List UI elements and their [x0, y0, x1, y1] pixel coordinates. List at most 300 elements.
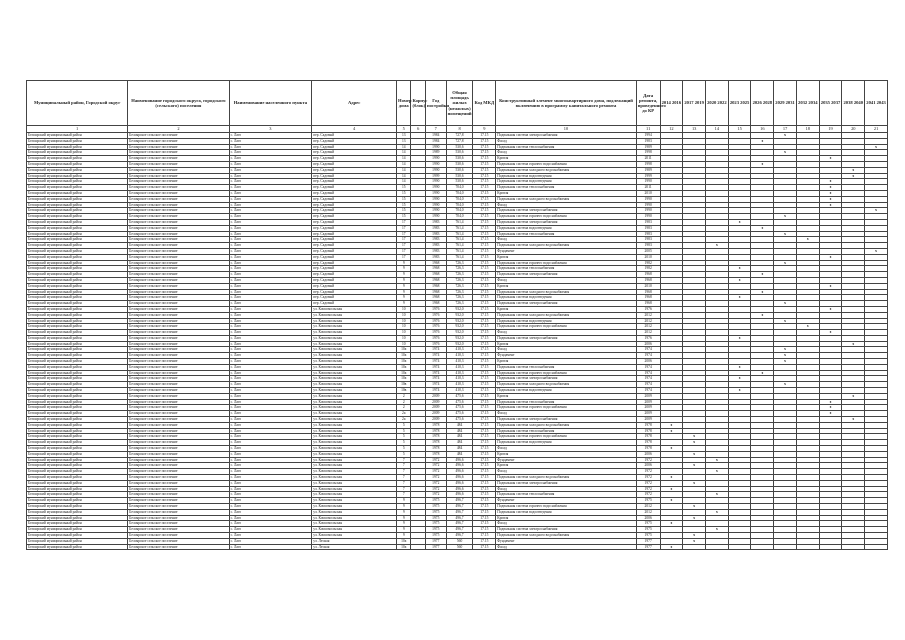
table-cell: Подвальная система теплоснабжения — [496, 231, 637, 237]
table-cell: 475,6 — [446, 393, 473, 399]
table-cell: с. Лаго — [229, 208, 312, 214]
period-mark: x — [774, 260, 797, 266]
table-cell: с. Лаго — [229, 272, 312, 278]
table-cell: 17.15 — [473, 173, 496, 179]
table-cell: Подвальная система водоотведения — [496, 173, 637, 179]
table-cell: пер. Садовый — [312, 133, 397, 139]
table-cell: с. Лаго — [229, 248, 312, 254]
table-cell: 410,3 — [446, 364, 473, 370]
table-cell: 1968 — [425, 283, 446, 289]
table-cell: Белоярский муниципальный район — [27, 237, 128, 243]
column-header: 2035 2037 — [819, 81, 842, 126]
column-header: 2032 2034 — [796, 81, 819, 126]
table-cell: Белоярское сельское поселение — [128, 185, 229, 191]
table-cell: с. Лаго — [229, 179, 312, 185]
table-cell: Белоярское сельское поселение — [128, 231, 229, 237]
table-cell: с. Лаго — [229, 144, 312, 150]
table-cell: Подвальная система электроснабжения — [496, 133, 637, 139]
period-mark: x — [774, 318, 797, 324]
table-cell: 496,7 — [446, 527, 473, 533]
table-cell: Подвальная система электроснабжения — [496, 208, 637, 214]
table-cell: 17.15 — [473, 277, 496, 283]
table-cell: ул. Комсомольская — [312, 330, 397, 336]
table-cell: 10 — [397, 335, 411, 341]
table-cell: 496,6 — [446, 486, 473, 492]
table-cell: Фасад — [496, 486, 637, 492]
table-cell: 475,6 — [446, 405, 473, 411]
table-cell: 410,3 — [446, 359, 473, 365]
table-cell: 1975 — [425, 509, 446, 515]
table-cell: 1982 — [636, 260, 660, 266]
table-cell: с. Лаго — [229, 417, 312, 423]
table-cell: Белоярский муниципальный район — [27, 144, 128, 150]
table-cell: Кровля — [496, 254, 637, 260]
period-mark: x — [683, 463, 706, 469]
period-mark: x — [819, 330, 842, 336]
table-cell: 17.15 — [473, 335, 496, 341]
table-cell: 1983 — [636, 225, 660, 231]
table-cell: Белоярское сельское поселение — [128, 451, 229, 457]
table-cell: 484 — [446, 422, 473, 428]
table-cell: Белоярский муниципальный район — [27, 434, 128, 440]
column-header: Год постройки — [425, 81, 446, 126]
table-cell: Белоярский муниципальный район — [27, 173, 128, 179]
table-cell: 1983 — [636, 219, 660, 225]
period-mark: x — [751, 138, 774, 144]
table-cell: 9 — [397, 301, 411, 307]
table-cell: Подвальная система теплоснабжения — [496, 492, 637, 498]
table-cell: 2009 — [636, 405, 660, 411]
table-cell: 17.15 — [473, 399, 496, 405]
column-header: Номер дома — [397, 81, 411, 126]
table-cell: 1972 — [636, 480, 660, 486]
table-cell: Белоярский муниципальный район — [27, 475, 128, 481]
period-mark: x — [706, 469, 729, 475]
table-cell: 2010 — [636, 254, 660, 260]
table-cell: 2 — [397, 399, 411, 405]
table-cell: пер. Садовый — [312, 237, 397, 243]
table-cell: Белоярское сельское поселение — [128, 492, 229, 498]
column-header: 2041 2043 — [865, 81, 888, 126]
table-cell: 1975 — [636, 527, 660, 533]
column-number-row — [27, 126, 888, 133]
table-cell: 1968 — [636, 289, 660, 295]
table-cell: ул. Комсомольская — [312, 324, 397, 330]
table-cell: 726,3 — [446, 283, 473, 289]
table-cell: Подвальная система горячего водоснабжения — [496, 214, 637, 220]
period-mark: x — [774, 231, 797, 237]
period-mark: x — [660, 544, 683, 550]
period-mark: x — [706, 509, 729, 515]
table-cell: 704,0 — [446, 190, 473, 196]
column-header: Код МКД — [473, 81, 496, 126]
column-number: 11 — [636, 126, 660, 133]
table-cell: 496,7 — [446, 515, 473, 521]
table-cell: ул. Комсомольская — [312, 451, 397, 457]
table-cell: Подвальная система холодного водоснабжения — [496, 422, 637, 428]
table-cell: пер. Садовый — [312, 214, 397, 220]
table-cell: 1978 — [425, 422, 446, 428]
table-cell: 1972 — [636, 457, 660, 463]
period-mark: x — [660, 475, 683, 481]
table-cell: 484 — [446, 451, 473, 457]
period-mark: x — [751, 312, 774, 318]
table-cell: 1990 — [425, 144, 446, 150]
table-cell: ул. Комсомольская — [312, 335, 397, 341]
table-cell: 1972 — [425, 463, 446, 469]
table-cell: 1978 — [425, 434, 446, 440]
table-cell: Белоярское сельское поселение — [128, 156, 229, 162]
table-cell: с. Лаго — [229, 324, 312, 330]
table-cell: 14 — [397, 167, 411, 173]
table-cell: 726,3 — [446, 277, 473, 283]
table-cell: 17.15 — [473, 324, 496, 330]
table-cell: с. Лаго — [229, 504, 312, 510]
column-number: 14 — [706, 126, 729, 133]
table-cell: Белоярское сельское поселение — [128, 219, 229, 225]
column-number: 9 — [473, 126, 496, 133]
table-cell: с. Лаго — [229, 243, 312, 249]
table-cell: 15 — [397, 208, 411, 214]
table-cell: Белоярский муниципальный район — [27, 417, 128, 423]
table-cell: Подвальная система теплоснабжения — [496, 428, 637, 434]
period-mark — [819, 544, 842, 550]
table-cell: 1978 — [636, 434, 660, 440]
table-cell: Белоярское сельское поселение — [128, 399, 229, 405]
table-cell: с. Лаго — [229, 376, 312, 382]
table-cell: с. Лаго — [229, 382, 312, 388]
table-cell: Белоярское сельское поселение — [128, 330, 229, 336]
table-cell: Белоярский муниципальный район — [27, 347, 128, 353]
table-cell: 17.15 — [473, 515, 496, 521]
period-mark: x — [728, 376, 751, 382]
table-cell: 13 — [397, 133, 411, 139]
table-cell: 1983 — [636, 243, 660, 249]
table-cell: Белоярское сельское поселение — [128, 272, 229, 278]
column-number: 7 — [425, 126, 446, 133]
table-cell: 17.15 — [473, 480, 496, 486]
period-mark: x — [774, 353, 797, 359]
table-cell: с. Лаго — [229, 138, 312, 144]
table-cell: 17.15 — [473, 295, 496, 301]
table-cell: 1976 — [425, 330, 446, 336]
table-cell: 17 — [397, 243, 411, 249]
table-cell: 1990 — [425, 167, 446, 173]
table-cell: 1976 — [636, 335, 660, 341]
table-cell: 1983 — [425, 243, 446, 249]
table-cell: Белоярское сельское поселение — [128, 150, 229, 156]
table-cell: 1990 — [636, 208, 660, 214]
table-cell: 1972 — [425, 486, 446, 492]
table-cell: ул. Комсомольская — [312, 446, 397, 452]
table-cell: 5 — [397, 422, 411, 428]
table-cell: 10а — [397, 364, 411, 370]
period-mark: x — [819, 185, 842, 191]
period-mark: x — [819, 405, 842, 411]
table-cell: Фундамент — [496, 498, 637, 504]
period-mark: x — [819, 156, 842, 162]
table-cell: Белоярский муниципальный район — [27, 353, 128, 359]
table-cell: 17.15 — [473, 185, 496, 191]
table-cell: 17.15 — [473, 179, 496, 185]
table-cell: с. Лаго — [229, 393, 312, 399]
table-cell: 17.15 — [473, 237, 496, 243]
table-cell: с. Лаго — [229, 451, 312, 457]
table-cell: 1983 — [425, 219, 446, 225]
table-cell: 1974 — [636, 353, 660, 359]
table-cell: с. Лаго — [229, 498, 312, 504]
column-number: 13 — [683, 126, 706, 133]
table-cell: Белоярское сельское поселение — [128, 312, 229, 318]
table-cell: ул. Комсомольская — [312, 382, 397, 388]
table-cell: 15 — [397, 196, 411, 202]
table-cell: пер. Садовый — [312, 167, 397, 173]
table-cell: 17.15 — [473, 498, 496, 504]
table-cell: ул. Комсомольская — [312, 504, 397, 510]
table-cell: 1984 — [425, 138, 446, 144]
table-cell: 17.15 — [473, 208, 496, 214]
table-cell: Белоярское сельское поселение — [128, 202, 229, 208]
table-cell: 484 — [446, 428, 473, 434]
table-cell: Белоярский муниципальный район — [27, 190, 128, 196]
table-cell: Подвальная система горячего водоснабжения — [496, 504, 637, 510]
table-cell: 2009 — [636, 411, 660, 417]
table-cell: 14 — [397, 144, 411, 150]
table-cell: 1975 — [425, 504, 446, 510]
table-cell: 530,6 — [446, 144, 473, 150]
table-cell: 14 — [397, 161, 411, 167]
table-cell: Белоярский муниципальный район — [27, 179, 128, 185]
table-cell: 704,0 — [446, 214, 473, 220]
table-cell: 17.15 — [473, 156, 496, 162]
table-cell: 1974 — [425, 382, 446, 388]
table-cell: Белоярское сельское поселение — [128, 538, 229, 544]
table-cell: с. Лаго — [229, 225, 312, 231]
table-cell: Подвальная система теплоснабжения — [496, 266, 637, 272]
table-cell: 17.15 — [473, 225, 496, 231]
table-cell: 496,7 — [446, 498, 473, 504]
table-cell: 475,6 — [446, 417, 473, 423]
table-cell: 9 — [397, 266, 411, 272]
period-mark: x — [751, 272, 774, 278]
column-number: 3 — [229, 126, 312, 133]
table-cell: с. Лаго — [229, 422, 312, 428]
table-cell: Белоярский муниципальный район — [27, 225, 128, 231]
table-cell: 2011 — [636, 185, 660, 191]
table-cell: с. Лаго — [229, 318, 312, 324]
period-mark: x — [774, 382, 797, 388]
table-cell: Белоярский муниципальный район — [27, 167, 128, 173]
table-cell: Подвальная система теплоснабжения — [496, 185, 637, 191]
table-cell: 2 — [397, 393, 411, 399]
table-cell: Белоярское сельское поселение — [128, 417, 229, 423]
table-cell: пер. Садовый — [312, 161, 397, 167]
table-cell: Подвальная система горячего водоснабжения — [496, 405, 637, 411]
table-cell: с. Лаго — [229, 486, 312, 492]
period-mark: x — [728, 388, 751, 394]
table-cell: 1975 — [636, 521, 660, 527]
table-cell: Белоярский муниципальный район — [27, 422, 128, 428]
table-cell: Белоярский муниципальный район — [27, 185, 128, 191]
table-cell: 496,7 — [446, 504, 473, 510]
table-cell: ул. Комсомольская — [312, 306, 397, 312]
period-mark: x — [865, 208, 888, 214]
table-cell: 496,6 — [446, 457, 473, 463]
table-cell: ул. Комсомольская — [312, 440, 397, 446]
table-cell: Белоярский муниципальный район — [27, 515, 128, 521]
table-cell: 15 — [397, 190, 411, 196]
table-cell: Белоярское сельское поселение — [128, 161, 229, 167]
column-header: 2023 2025 — [728, 81, 751, 126]
table-cell: 1983 — [425, 231, 446, 237]
table-cell: пер. Садовый — [312, 156, 397, 162]
table-cell: 17 — [397, 237, 411, 243]
table-cell: Белоярское сельское поселение — [128, 341, 229, 347]
table-cell: 704,0 — [446, 202, 473, 208]
table-cell: 560 — [446, 544, 473, 550]
table-cell: Белоярский муниципальный район — [27, 133, 128, 139]
table-cell: 1975 — [636, 498, 660, 504]
table-cell: 17.15 — [473, 347, 496, 353]
table-cell: 17.15 — [473, 405, 496, 411]
table-cell: 1972 — [636, 486, 660, 492]
table-cell: Белоярский муниципальный район — [27, 301, 128, 307]
table-cell: Белоярское сельское поселение — [128, 370, 229, 376]
table-cell: 9 — [397, 260, 411, 266]
table-cell: 17.15 — [473, 289, 496, 295]
table-cell: Белоярский муниципальный район — [27, 376, 128, 382]
table-cell: Белоярский муниципальный район — [27, 243, 128, 249]
table-cell: с. Лаго — [229, 388, 312, 394]
table-cell: пер. Садовый — [312, 283, 397, 289]
period-mark: x — [728, 364, 751, 370]
table-cell: Белоярское сельское поселение — [128, 324, 229, 330]
table-cell: 17.15 — [473, 538, 496, 544]
table-cell: 1976 — [425, 335, 446, 341]
table-cell: с. Лаго — [229, 370, 312, 376]
table-cell: 9 — [397, 509, 411, 515]
column-header: 2020 2022 — [706, 81, 729, 126]
table-cell: 13 — [397, 138, 411, 144]
table-cell: с. Лаго — [229, 434, 312, 440]
table-cell: 17.15 — [473, 521, 496, 527]
table-cell: Белоярский муниципальный район — [27, 295, 128, 301]
table-cell: 726,3 — [446, 301, 473, 307]
table-cell: 17.15 — [473, 243, 496, 249]
table-cell: с. Лаго — [229, 475, 312, 481]
table-cell: Белоярский муниципальный район — [27, 312, 128, 318]
table-cell: Белоярский муниципальный район — [27, 306, 128, 312]
table-cell: пер. Садовый — [312, 190, 397, 196]
table-cell: Подвальная система электроснабжения — [496, 376, 637, 382]
table-cell: 17.15 — [473, 272, 496, 278]
table-cell: 1968 — [425, 260, 446, 266]
table-cell: 10в — [397, 388, 411, 394]
table-cell: Белоярское сельское поселение — [128, 428, 229, 434]
table-cell: Белоярский муниципальный район — [27, 196, 128, 202]
table-cell: 9 — [397, 283, 411, 289]
table-cell: Белоярское сельское поселение — [128, 388, 229, 394]
table-cell: Подвальная система электроснабжения — [496, 417, 637, 423]
table-cell: Подвальная система водоотведения — [496, 318, 637, 324]
table-cell: с. Лаго — [229, 312, 312, 318]
table-cell: ул. Комсомольская — [312, 359, 397, 365]
table-cell: 17.15 — [473, 231, 496, 237]
table-cell: 10а — [397, 370, 411, 376]
table-cell: 1978 — [636, 422, 660, 428]
table-cell: 932,0 — [446, 312, 473, 318]
table-cell: Подвальная система теплоснабжения — [496, 144, 637, 150]
table-cell: 17.15 — [473, 330, 496, 336]
column-header: 2026 2028 — [751, 81, 774, 126]
table-cell: Подвальная система электроснабжения — [496, 480, 637, 486]
period-mark: x — [683, 515, 706, 521]
period-mark: x — [819, 202, 842, 208]
table-cell: 7 — [397, 457, 411, 463]
table-cell: с. Лаго — [229, 446, 312, 452]
table-cell: 1982 — [636, 266, 660, 272]
table-cell: 7 — [397, 480, 411, 486]
table-cell: Белоярский муниципальный район — [27, 260, 128, 266]
period-mark: x — [728, 219, 751, 225]
table-cell: Фасад — [496, 237, 637, 243]
table-cell: Белоярское сельское поселение — [128, 196, 229, 202]
table-cell: пер. Садовый — [312, 272, 397, 278]
period-mark: x — [819, 399, 842, 405]
table-cell: 1998 — [636, 161, 660, 167]
table-cell: 2012 — [636, 330, 660, 336]
table-cell: пер. Садовый — [312, 138, 397, 144]
table-cell: Подвальная система электроснабжения — [496, 335, 637, 341]
column-header: Общая площадь жилых (нежилых) помещений — [446, 81, 473, 126]
table-cell: Подвальная система холодного водоснабжения — [496, 196, 637, 202]
period-mark: x — [751, 225, 774, 231]
period-mark — [751, 544, 774, 550]
period-mark: x — [683, 538, 706, 544]
table-cell: 1974 — [636, 370, 660, 376]
table-cell: Белоярский муниципальный район — [27, 428, 128, 434]
column-number: 5 — [397, 126, 411, 133]
period-mark: x — [728, 335, 751, 341]
table-cell: 410,3 — [446, 370, 473, 376]
table-cell: 484 — [446, 446, 473, 452]
table-cell: 1999 — [425, 173, 446, 179]
table-cell: 2006 — [636, 359, 660, 365]
table-cell: с. Лаго — [229, 266, 312, 272]
table-cell: ул. Комсомольская — [312, 399, 397, 405]
table-cell: 17.15 — [473, 138, 496, 144]
table-cell: Белоярский муниципальный район — [27, 364, 128, 370]
table-cell: 2а — [397, 411, 411, 417]
table-cell: Белоярский муниципальный район — [27, 248, 128, 254]
table-cell: 727,8 — [446, 138, 473, 144]
table-cell: Белоярское сельское поселение — [128, 405, 229, 411]
table-cell: Белоярский муниципальный район — [27, 330, 128, 336]
period-mark: x — [796, 237, 819, 243]
table-cell: Белоярское сельское поселение — [128, 190, 229, 196]
table-cell: Белоярское сельское поселение — [128, 544, 229, 550]
table-cell: 2а — [397, 417, 411, 423]
table-cell: 10а — [397, 544, 411, 550]
table-cell: 14 — [397, 150, 411, 156]
period-mark: x — [796, 324, 819, 330]
table-cell: 1974 — [636, 364, 660, 370]
table-cell: 9 — [397, 289, 411, 295]
table-cell: Подвальная система холодного водоснабжения — [496, 243, 637, 249]
table-cell: 1974 — [425, 388, 446, 394]
period-mark: x — [660, 521, 683, 527]
table-cell: Белоярский муниципальный район — [27, 318, 128, 324]
